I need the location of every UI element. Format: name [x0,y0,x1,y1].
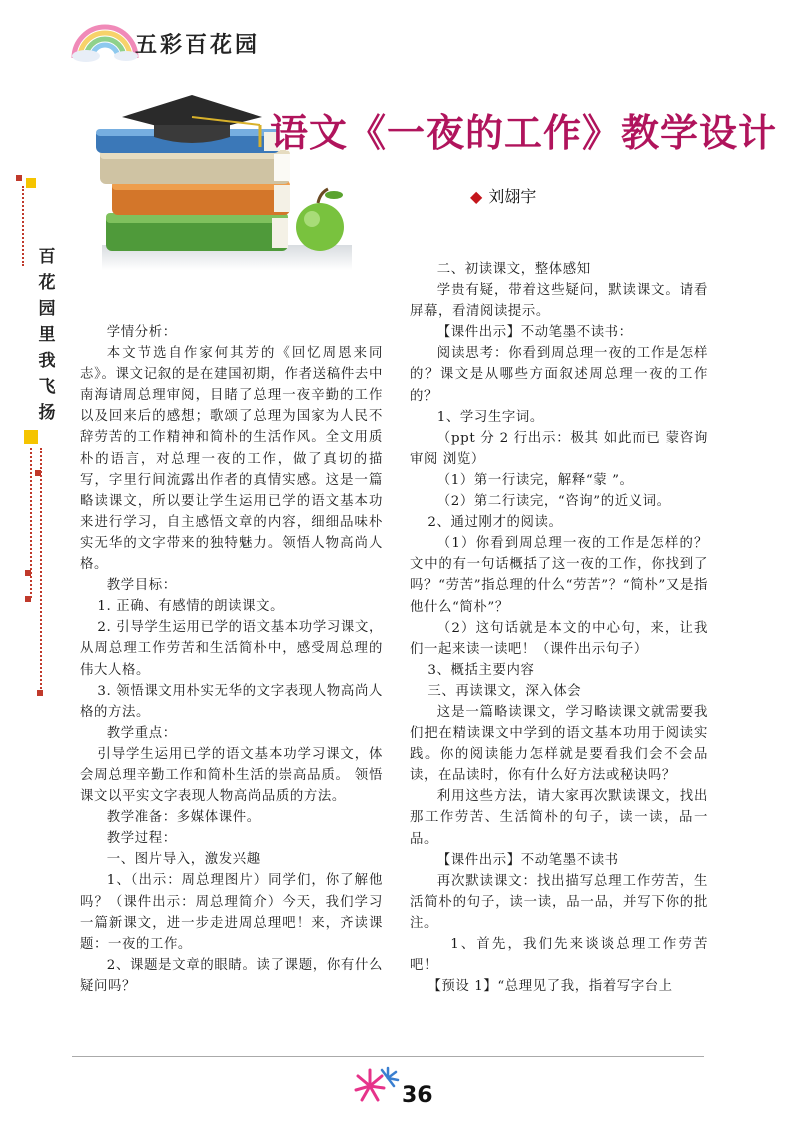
brand-title: 五彩百花园 [135,33,261,58]
paragraph: 利用这些方法，请大家再次默读课文，找出那工作劳苦、生活简朴的句子，读一读，品一品。 [410,789,708,847]
paragraph: 再次默读课文：找出描写总理工作劳苦，生活简朴的句子，读一读，品一品，并写下你的批注。 [410,873,708,931]
page-number: 36 [402,1083,433,1108]
decor-dotted-line [22,186,24,266]
paragraph: （1）第一行读完，解释“蒙 ”。 [436,472,634,488]
decor-square [25,570,31,576]
article-title: 语文《一夜的工作》教学设计 [270,111,778,155]
paragraph: 一、图片导入，激发兴趣 [106,852,261,868]
paragraph: 教学准备：多媒体课件。 [106,810,261,826]
author-line [470,184,536,207]
paragraph: 二、初读课文，整体感知 [436,262,591,277]
paragraph: 三、再读课文，深入体会 [427,683,582,699]
author-name: 刘翃宇 [488,187,537,206]
paragraph: 【课件出示】不动笔墨不读书 [436,852,619,868]
paragraph: 【课件出示】不动笔墨不读书： [436,325,633,341]
decor-square [16,175,22,181]
paragraph: 1、（出示：周总理图片）同学们，你了解他吗？（课件出示：周总理简介）今天，我们学习一篇新课文，进一步走进周总理吧！来，齐读课题：一夜的工作。 [80,873,383,952]
paragraph: 1、学习生字词。 [436,409,544,425]
right-column [410,259,708,997]
paragraph: 2. 引导学生运用已学的语文基本功学习课文，从周总理工作劳苦和生活简朴中，感受周总理的伟大人格。 [80,620,383,678]
paragraph: 1、首先，我们先来谈谈总理工作劳苦吧！ [410,937,708,974]
decor-dotted-line [40,448,42,693]
decor-square [24,430,38,444]
side-vertical-label: 百花园里我飞扬 [38,247,56,423]
decor-square [35,470,41,476]
paragraph: 教学过程： [106,831,177,847]
paragraph: 学情分析： [106,325,177,340]
paragraph: 教学重点： [106,725,177,741]
paragraph: 这是一篇略读课文，学习略读课文就需要我们把在精读课文中学到的语文基本功用于阅读实践。你的阅读能力怎样就是要看我们会不会品读，在品读时，你有什么好方法或秘诀吗？ [410,704,708,784]
paragraph: 3. 领悟课文用朴实无华的文字表现人物高尚人格的方法。 [80,683,383,720]
footer-rule [72,1056,704,1057]
decor-square [37,690,43,696]
paragraph: （2）这句话就是本文的中心句，来，让我们一起来读一读吧！（课件出示句子） [410,620,708,657]
paragraph: 2、课题是文章的眼睛。读了课题，你有什么疑问吗？ [80,957,383,994]
paragraph: 3、概括主要内容 [427,662,535,678]
paragraph: 教学目标： [106,578,177,594]
paragraph: 2、通过刚才的阅读。 [427,515,563,531]
paragraph: 引导学生运用已学的语文基本功学习课文，体会周总理辛勤工作和简朴生活的崇高品质。 领悟课文以平实文字表现人物高尚品质的方法。 [80,746,383,805]
decor-square [26,178,36,188]
paragraph: （1）你看到周总理一夜的工作是怎样的？文中的有一句话概括了这一夜的工作，你找到了吗？“劳苦”指总理的什么“劳苦”？“简朴”又是指他什么“简朴”？ [410,536,708,615]
paragraph: 学贵有疑，带着这些疑问，默读课文。请看屏幕，看清阅读提示。 [410,283,708,320]
left-column [80,322,383,997]
paragraph: 1. 正确、有感情的朗读课文。 [97,599,285,615]
paragraph: 【预设 1】“总理见了我，指着写字台上 [427,979,673,995]
flower-icon [352,1064,402,1108]
rainbow-logo [70,20,140,62]
paragraph: 本文节选自作家何其芳的《回忆周恩来同志》。课文记叙的是在建国初期，作者送稿件去中南海请周总理审阅，目睹了总理一夜辛勤的工作以及回来后的感想；歌颂了总理为国家为人民不辞劳苦的工作精神和简朴的生活作风。全文用质朴的语言，对总理一夜的工作，做了真切的描写，字里行间流露出作者的真情实感。这是一篇略读课文，所以要让学生运用已学的语文基本功来进行学习，自主感悟文章的内容，细细品味朴实无华的文字带来的独特魅力。领悟人物高尚人格。 [80,346,383,573]
paragraph: （2）第二行读完，“咨询”的近义词。 [436,494,671,510]
decor-square [25,596,31,602]
paragraph: 阅读思考：你看到周总理一夜的工作是怎样的？课文是从哪些方面叙述周总理一夜的工作的？ [410,346,708,404]
paragraph: （ppt 分 2 行出示：极其 如此而已 蒙咨询 审阅 浏览） [410,430,708,467]
diamond-icon: ◆ [470,187,483,206]
